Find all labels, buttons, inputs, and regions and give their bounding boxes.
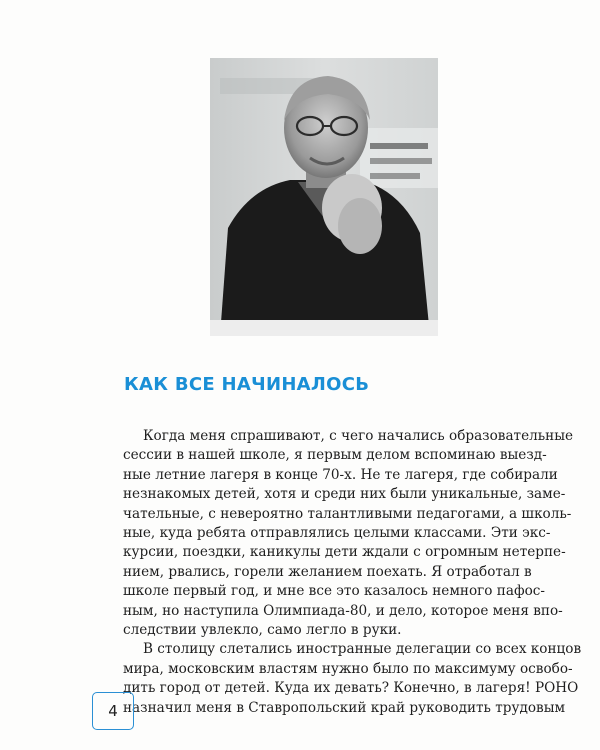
text-line: сессии в нашей школе, я первым делом вспоминаю выезд- xyxy=(123,447,547,464)
text-line: ным, но наступила Олимпиада-80, и дело, которое меня впо- xyxy=(123,602,563,619)
text-line: В столицу слетались иностранные делегации со всех концов xyxy=(143,641,582,658)
text-line: мира, московским властям нужно было по максимуму освобо- xyxy=(123,660,573,677)
page-number: 4 xyxy=(92,692,134,730)
text-line: школе первый год, и мне все это казалось немного пафос- xyxy=(123,583,545,600)
author-portrait-photo xyxy=(210,58,438,336)
text-line: Когда меня спрашивают, с чего начались образовательные xyxy=(143,428,574,444)
text-line: курсии, поездки, каникулы дети ждали с огромным нетерпе- xyxy=(123,544,566,561)
text-line: назначил меня в Ставропольский край руководить трудовым xyxy=(123,699,566,716)
text-line: чательные, с невероятно талантливыми педагогами, а школь- xyxy=(123,505,572,522)
text-line: дить город от детей. Куда их девать? Конечно, в лагеря! РОНО xyxy=(123,680,579,697)
text-line: незнакомых детей, хотя и среди них были уникальные, заме- xyxy=(123,486,566,503)
text-line: следствии увлекло, само легло в руки. xyxy=(123,622,402,639)
body-paragraphs xyxy=(123,427,582,718)
text-line: ные летние лагеря в конце 70-х. Не те лагеря, где собирали xyxy=(123,466,558,483)
text-line: нием, рвались, горели желанием поехать. Я отработал в xyxy=(123,563,532,580)
chapter-title: КАК ВСЕ НАЧИНАЛОСЬ xyxy=(124,374,370,395)
text-line: ные, куда ребята отправлялись целыми классами. Эти экс- xyxy=(123,525,551,542)
